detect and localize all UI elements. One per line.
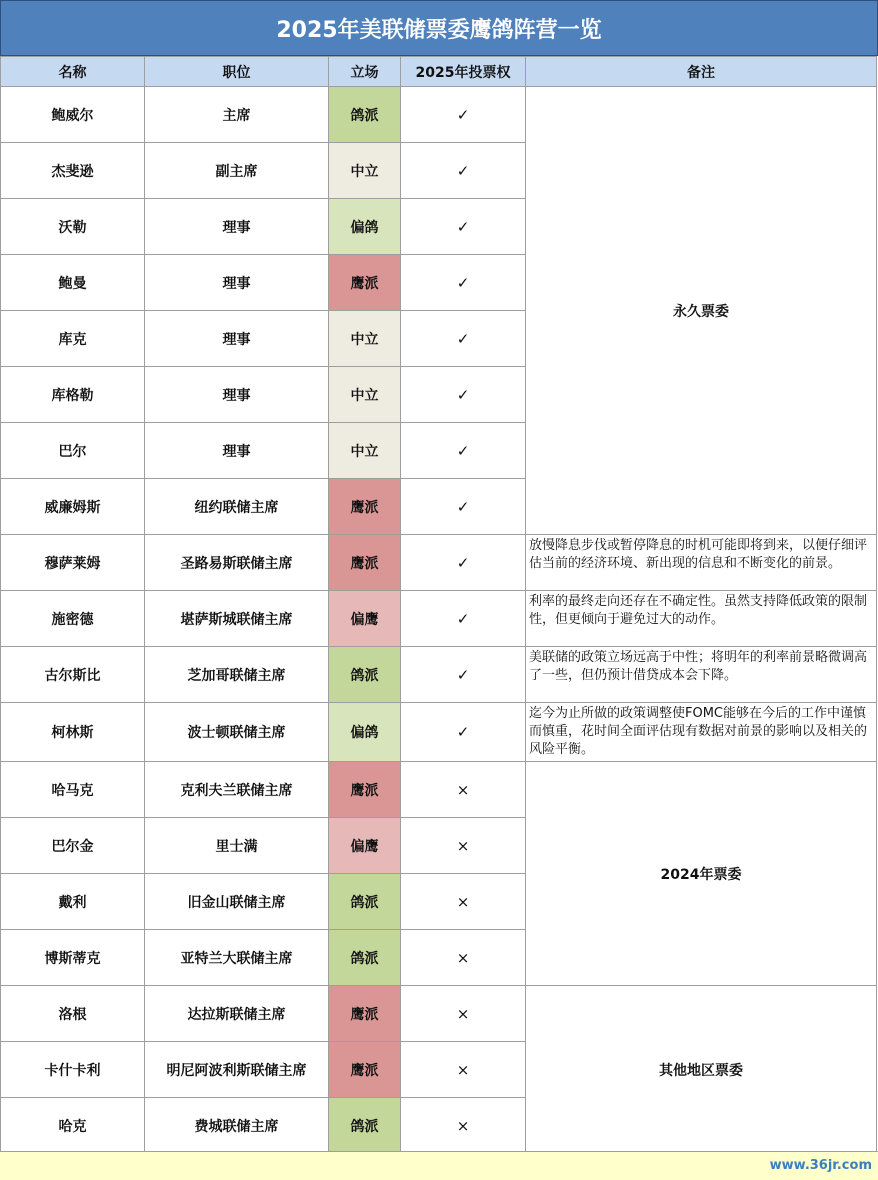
member-position: 旧金山联储主席 bbox=[145, 874, 329, 930]
member-name: 施密德 bbox=[1, 591, 145, 647]
stance-badge: 偏鹰 bbox=[329, 591, 401, 647]
vote-mark: ✓ bbox=[401, 703, 526, 762]
stance-badge: 鹰派 bbox=[329, 535, 401, 591]
stance-badge: 中立 bbox=[329, 423, 401, 479]
member-position: 里士满 bbox=[145, 818, 329, 874]
vote-mark: ✓ bbox=[401, 423, 526, 479]
member-name: 博斯蒂克 bbox=[1, 930, 145, 986]
member-position: 亚特兰大联储主席 bbox=[145, 930, 329, 986]
header-vote: 2025年投票权 bbox=[401, 57, 526, 87]
member-note: 迄今为止所做的政策调整使FOMC能够在今后的工作中谨慎而慎重，花时间全面评估现有数据对前景的影响以及相关的风险平衡。 bbox=[526, 703, 877, 762]
member-position: 克利夫兰联储主席 bbox=[145, 762, 329, 818]
group-note: 永久票委 bbox=[526, 87, 877, 535]
vote-mark: × bbox=[401, 986, 526, 1042]
vote-mark: ✓ bbox=[401, 87, 526, 143]
member-name: 穆萨莱姆 bbox=[1, 535, 145, 591]
member-name: 哈马克 bbox=[1, 762, 145, 818]
member-note: 利率的最终走向还存在不确定性。虽然支持降低政策的限制性，但更倾向于避免过大的动作。 bbox=[526, 591, 877, 647]
member-note: 美联储的政策立场远高于中性；将明年的利率前景略微调高了一些，但仍预计借贷成本会下降。 bbox=[526, 647, 877, 703]
member-name: 鲍曼 bbox=[1, 255, 145, 311]
vote-mark: ✓ bbox=[401, 591, 526, 647]
vote-mark: ✓ bbox=[401, 367, 526, 423]
group-note: 其他地区票委 bbox=[526, 986, 877, 1154]
vote-mark: ✓ bbox=[401, 647, 526, 703]
stance-badge: 偏鸽 bbox=[329, 703, 401, 762]
member-name: 鲍威尔 bbox=[1, 87, 145, 143]
vote-mark: ✓ bbox=[401, 535, 526, 591]
vote-mark: ✓ bbox=[401, 255, 526, 311]
member-position: 理事 bbox=[145, 367, 329, 423]
member-position: 理事 bbox=[145, 311, 329, 367]
member-position: 费城联储主席 bbox=[145, 1098, 329, 1154]
stance-badge: 鸽派 bbox=[329, 1098, 401, 1154]
table-row bbox=[1, 87, 877, 143]
member-name: 沃勒 bbox=[1, 199, 145, 255]
vote-mark: × bbox=[401, 1042, 526, 1098]
stance-badge: 中立 bbox=[329, 311, 401, 367]
table-row bbox=[1, 647, 877, 703]
stance-badge: 鸽派 bbox=[329, 930, 401, 986]
member-name: 古尔斯比 bbox=[1, 647, 145, 703]
member-note: 放慢降息步伐或暂停降息的时机可能即将到来，以便仔细评估当前的经济环境、新出现的信息和不断变化的前景。 bbox=[526, 535, 877, 591]
stance-badge: 鹰派 bbox=[329, 986, 401, 1042]
member-name: 洛根 bbox=[1, 986, 145, 1042]
member-name: 杰斐逊 bbox=[1, 143, 145, 199]
table-row bbox=[1, 986, 877, 1042]
group-note: 2024年票委 bbox=[526, 762, 877, 986]
member-name: 哈克 bbox=[1, 1098, 145, 1154]
page-title: 2025年美联储票委鹰鸽阵营一览 bbox=[0, 0, 878, 56]
member-position: 纽约联储主席 bbox=[145, 479, 329, 535]
member-name: 威廉姆斯 bbox=[1, 479, 145, 535]
stance-badge: 中立 bbox=[329, 143, 401, 199]
stance-badge: 鹰派 bbox=[329, 479, 401, 535]
vote-mark: ✓ bbox=[401, 143, 526, 199]
member-position: 波士顿联储主席 bbox=[145, 703, 329, 762]
vote-mark: × bbox=[401, 762, 526, 818]
member-position: 理事 bbox=[145, 423, 329, 479]
footer-bar bbox=[0, 1151, 878, 1180]
vote-mark: × bbox=[401, 930, 526, 986]
member-position: 副主席 bbox=[145, 143, 329, 199]
member-position: 圣路易斯联储主席 bbox=[145, 535, 329, 591]
stance-badge: 偏鹰 bbox=[329, 818, 401, 874]
fomc-table bbox=[0, 56, 877, 1154]
stance-badge: 鸽派 bbox=[329, 874, 401, 930]
header-position: 职位 bbox=[145, 57, 329, 87]
table-row bbox=[1, 535, 877, 591]
vote-mark: × bbox=[401, 818, 526, 874]
vote-mark: ✓ bbox=[401, 199, 526, 255]
table-row bbox=[1, 762, 877, 818]
member-position: 达拉斯联储主席 bbox=[145, 986, 329, 1042]
watermark-text: www.36jr.com bbox=[769, 1158, 872, 1173]
member-position: 明尼阿波利斯联储主席 bbox=[145, 1042, 329, 1098]
member-position: 芝加哥联储主席 bbox=[145, 647, 329, 703]
member-name: 巴尔 bbox=[1, 423, 145, 479]
stance-badge: 鹰派 bbox=[329, 255, 401, 311]
member-name: 库克 bbox=[1, 311, 145, 367]
table-body bbox=[1, 87, 877, 1154]
member-position: 主席 bbox=[145, 87, 329, 143]
member-position: 理事 bbox=[145, 255, 329, 311]
member-position: 堪萨斯城联储主席 bbox=[145, 591, 329, 647]
stance-badge: 鸽派 bbox=[329, 647, 401, 703]
stance-badge: 鹰派 bbox=[329, 1042, 401, 1098]
table-header-row bbox=[1, 57, 877, 87]
member-name: 柯林斯 bbox=[1, 703, 145, 762]
vote-mark: × bbox=[401, 1098, 526, 1154]
member-position: 理事 bbox=[145, 199, 329, 255]
stance-badge: 鹰派 bbox=[329, 762, 401, 818]
table-row bbox=[1, 703, 877, 762]
member-name: 戴利 bbox=[1, 874, 145, 930]
table-row bbox=[1, 591, 877, 647]
member-name: 库格勒 bbox=[1, 367, 145, 423]
header-name: 名称 bbox=[1, 57, 145, 87]
vote-mark: ✓ bbox=[401, 479, 526, 535]
member-name: 巴尔金 bbox=[1, 818, 145, 874]
vote-mark: ✓ bbox=[401, 311, 526, 367]
header-stance: 立场 bbox=[329, 57, 401, 87]
vote-mark: × bbox=[401, 874, 526, 930]
member-name: 卡什卡利 bbox=[1, 1042, 145, 1098]
stance-badge: 鸽派 bbox=[329, 87, 401, 143]
header-notes: 备注 bbox=[526, 57, 877, 87]
stance-badge: 偏鸽 bbox=[329, 199, 401, 255]
stance-badge: 中立 bbox=[329, 367, 401, 423]
